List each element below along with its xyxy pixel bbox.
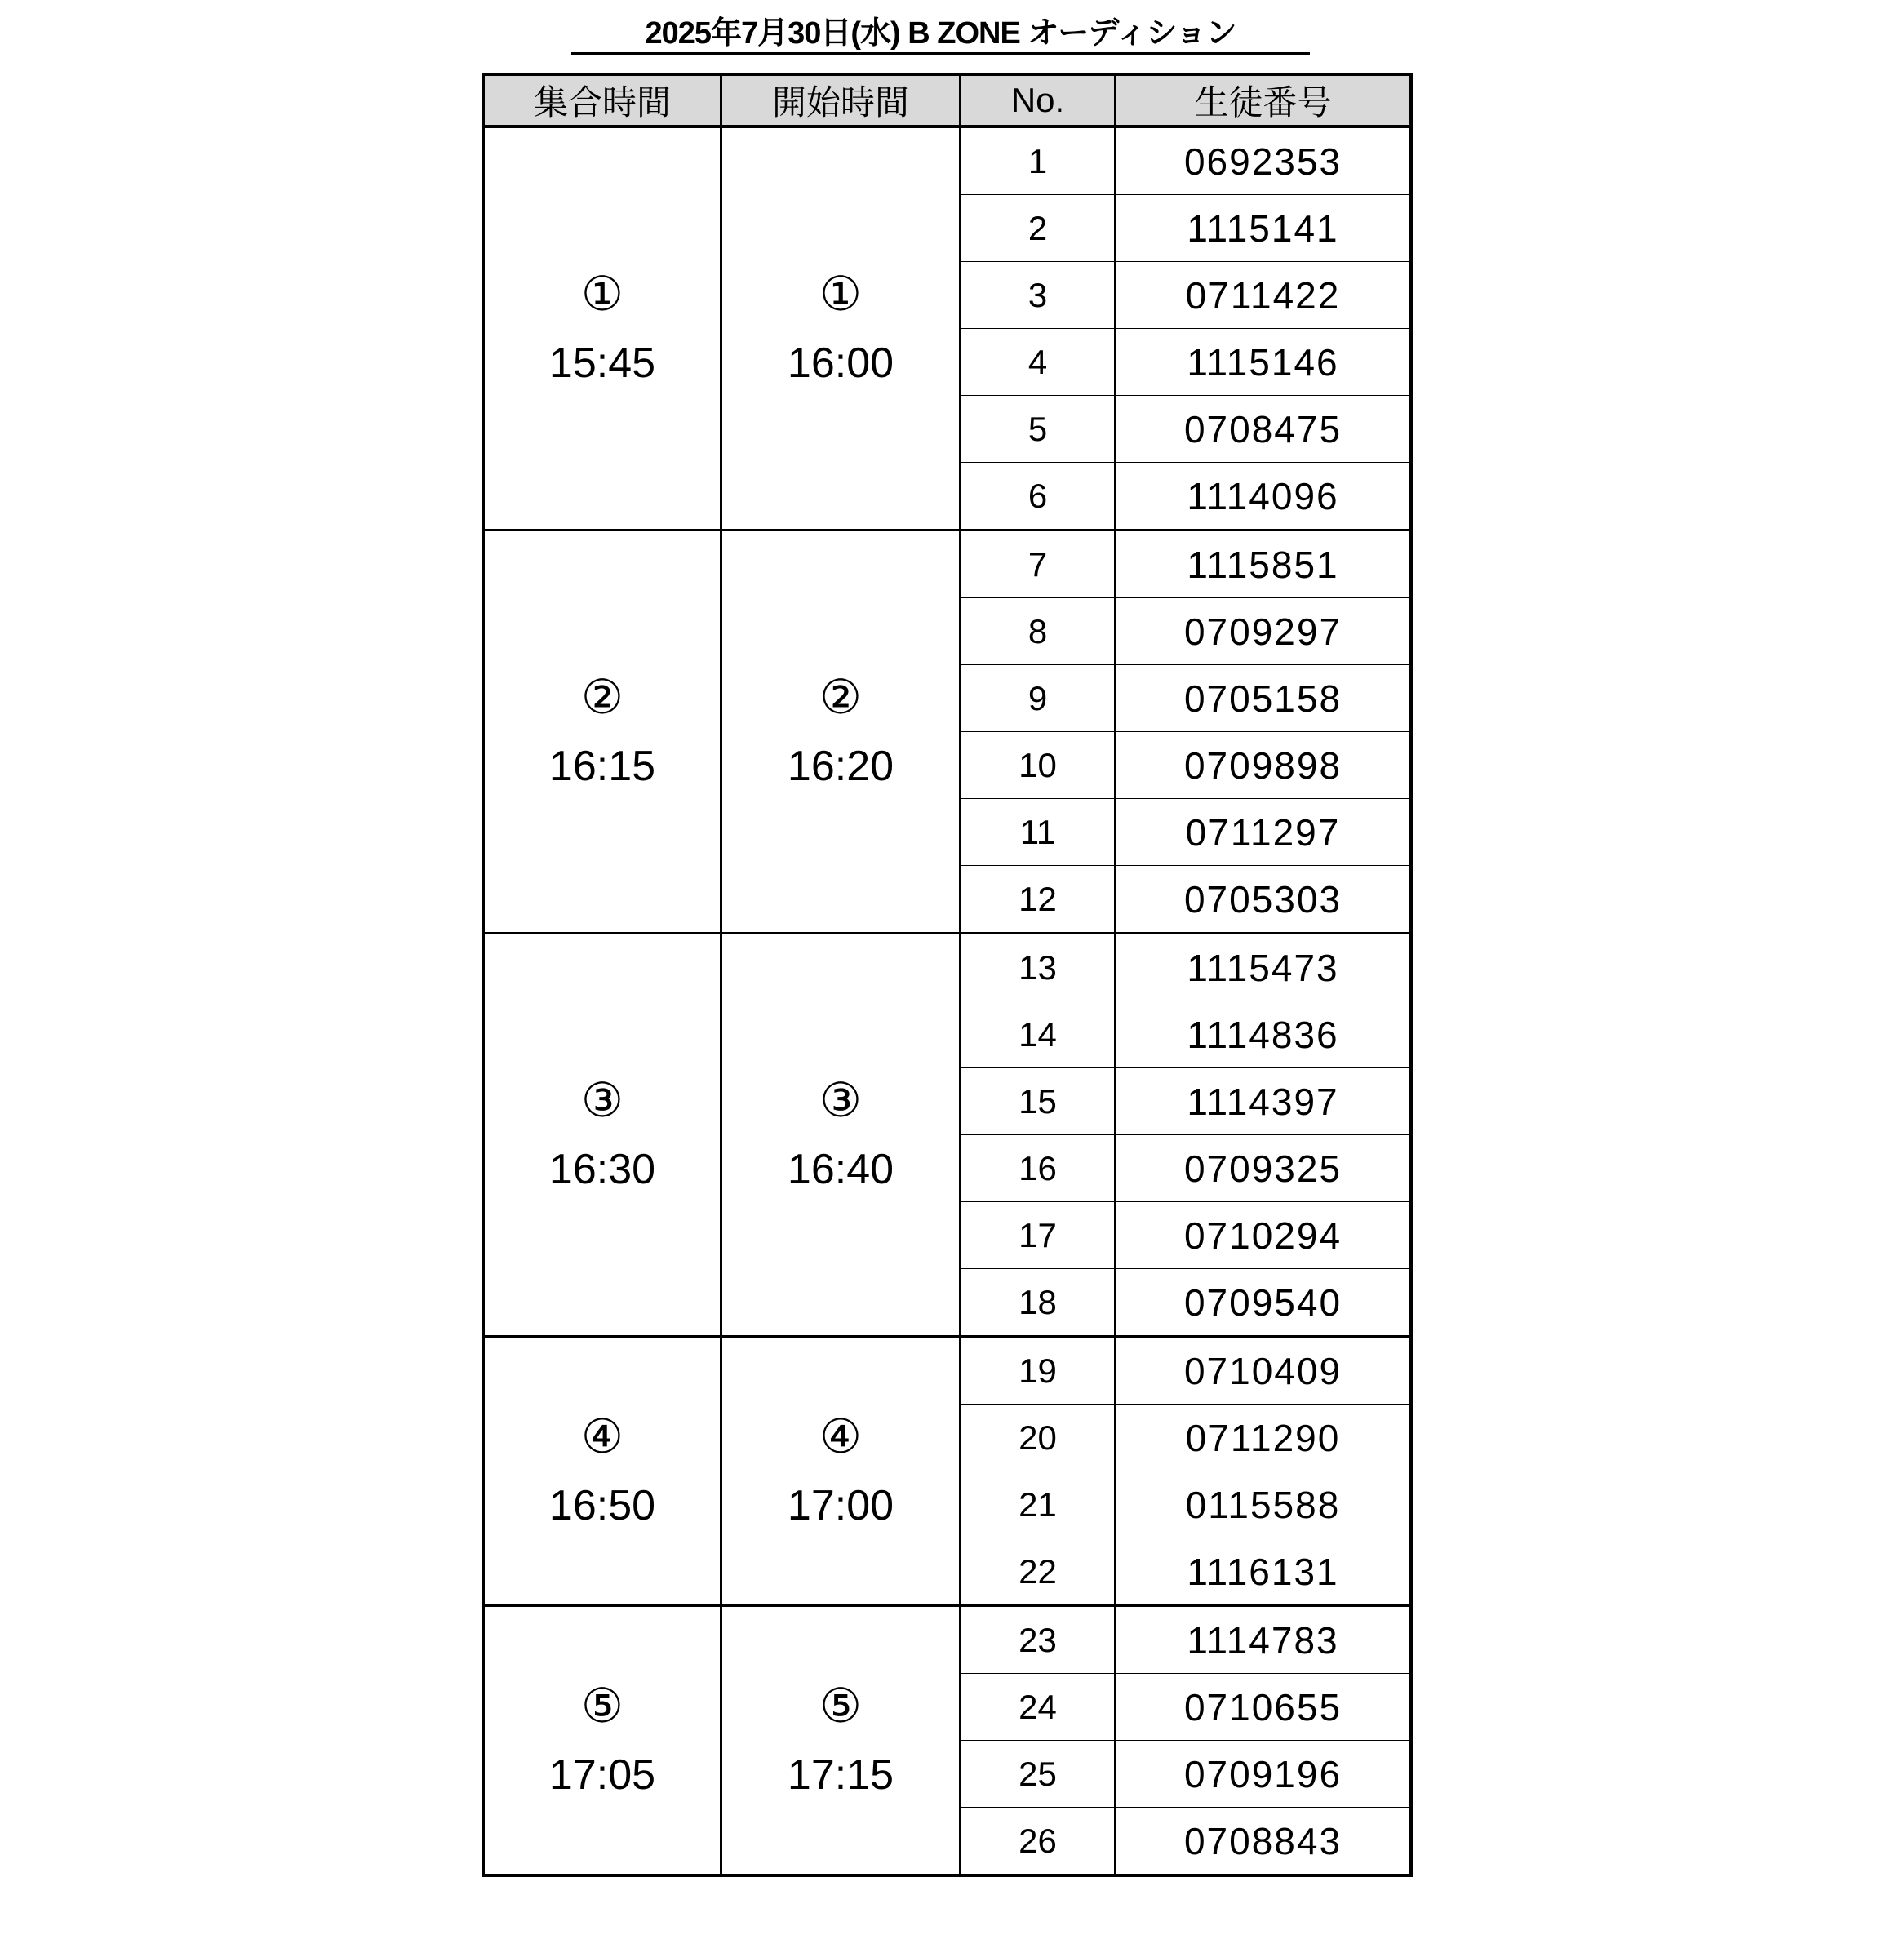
- student-id: 0709898: [1116, 732, 1412, 799]
- student-id: 1115141: [1116, 195, 1412, 262]
- row-number: 19: [961, 1337, 1116, 1405]
- header-start-time: 開始時間: [721, 74, 961, 126]
- row-number: 16: [961, 1135, 1116, 1202]
- group-mark: ⑤: [581, 1679, 624, 1733]
- group-mark: ②: [581, 670, 624, 724]
- document-title: 2025年7月30日(水) B ZONE オーディション: [571, 15, 1310, 55]
- row-number: 8: [961, 598, 1116, 665]
- row-number: 22: [961, 1538, 1116, 1606]
- student-id: 0710294: [1116, 1202, 1412, 1269]
- assembly-time-cell: [483, 1337, 721, 1606]
- row-number: 13: [961, 934, 1116, 1001]
- header-student-id: 生徒番号: [1116, 74, 1412, 126]
- time-value: 17:15: [787, 1751, 894, 1799]
- student-id: 1115851: [1116, 530, 1412, 598]
- student-id: 0709196: [1116, 1741, 1412, 1808]
- audition-schedule-table: [482, 73, 1413, 1877]
- table-row: [483, 1337, 1411, 1405]
- row-number: 21: [961, 1471, 1116, 1538]
- row-number: 5: [961, 396, 1116, 463]
- row-number: 4: [961, 329, 1116, 396]
- row-number: 23: [961, 1606, 1116, 1674]
- time-value: 16:50: [548, 1481, 656, 1529]
- student-id: 0710409: [1116, 1337, 1412, 1405]
- row-number: 6: [961, 463, 1116, 530]
- row-number: 12: [961, 866, 1116, 934]
- student-id: 0705158: [1116, 665, 1412, 732]
- time-value: 15:45: [548, 339, 656, 387]
- student-id: 1114096: [1116, 463, 1412, 530]
- row-number: 15: [961, 1068, 1116, 1135]
- row-number: 2: [961, 195, 1116, 262]
- group-mark: ④: [819, 1409, 862, 1463]
- header-row: [483, 74, 1411, 126]
- row-number: 14: [961, 1001, 1116, 1068]
- time-value: 17:00: [787, 1481, 894, 1529]
- row-number: 17: [961, 1202, 1116, 1269]
- row-number: 20: [961, 1405, 1116, 1471]
- time-value: 16:30: [548, 1145, 656, 1193]
- assembly-time-cell: [483, 126, 721, 530]
- group-mark: ⑤: [819, 1679, 862, 1733]
- student-id: 0709540: [1116, 1269, 1412, 1337]
- group-mark: ①: [819, 267, 862, 321]
- student-id: 0705303: [1116, 866, 1412, 934]
- row-number: 3: [961, 262, 1116, 329]
- group-mark: ③: [819, 1073, 862, 1127]
- student-id: 0708843: [1116, 1808, 1412, 1876]
- time-value: 16:00: [787, 339, 894, 387]
- row-number: 7: [961, 530, 1116, 598]
- time-value: 16:40: [787, 1145, 894, 1193]
- student-id: 0692353: [1116, 126, 1412, 195]
- student-id: 1114397: [1116, 1068, 1412, 1135]
- time-value: 16:20: [787, 742, 894, 790]
- group-mark: ①: [581, 267, 624, 321]
- time-value: 17:05: [548, 1751, 656, 1799]
- row-number: 26: [961, 1808, 1116, 1876]
- group-mark: ④: [581, 1409, 624, 1463]
- start-time-cell: [721, 934, 961, 1337]
- start-time-cell: [721, 530, 961, 934]
- student-id: 0709297: [1116, 598, 1412, 665]
- time-value: 16:15: [548, 742, 656, 790]
- row-number: 10: [961, 732, 1116, 799]
- start-time-cell: [721, 126, 961, 530]
- student-id: 1116131: [1116, 1538, 1412, 1606]
- assembly-time-cell: [483, 530, 721, 934]
- student-id: 1115473: [1116, 934, 1412, 1001]
- assembly-time-cell: [483, 934, 721, 1337]
- row-number: 18: [961, 1269, 1116, 1337]
- header-assembly-time: 集合時間: [483, 74, 721, 126]
- student-id: 1114783: [1116, 1606, 1412, 1674]
- group-mark: ③: [581, 1073, 624, 1127]
- start-time-cell: [721, 1337, 961, 1606]
- table-row: [483, 126, 1411, 195]
- row-number: 11: [961, 799, 1116, 866]
- row-number: 9: [961, 665, 1116, 732]
- row-number: 25: [961, 1741, 1116, 1808]
- assembly-time-cell: [483, 1606, 721, 1876]
- table-row: [483, 934, 1411, 1001]
- group-mark: ②: [819, 670, 862, 724]
- student-id: 1114836: [1116, 1001, 1412, 1068]
- student-id: 1115146: [1116, 329, 1412, 396]
- student-id: 0711297: [1116, 799, 1412, 866]
- student-id: 0711422: [1116, 262, 1412, 329]
- table-row: [483, 1606, 1411, 1674]
- student-id: 0709325: [1116, 1135, 1412, 1202]
- table-row: [483, 530, 1411, 598]
- student-id: 0708475: [1116, 396, 1412, 463]
- row-number: 24: [961, 1674, 1116, 1741]
- row-number: 1: [961, 126, 1116, 195]
- student-id: 0711290: [1116, 1405, 1412, 1471]
- header-number: No.: [961, 74, 1116, 126]
- student-id: 0115588: [1116, 1471, 1412, 1538]
- student-id: 0710655: [1116, 1674, 1412, 1741]
- start-time-cell: [721, 1606, 961, 1876]
